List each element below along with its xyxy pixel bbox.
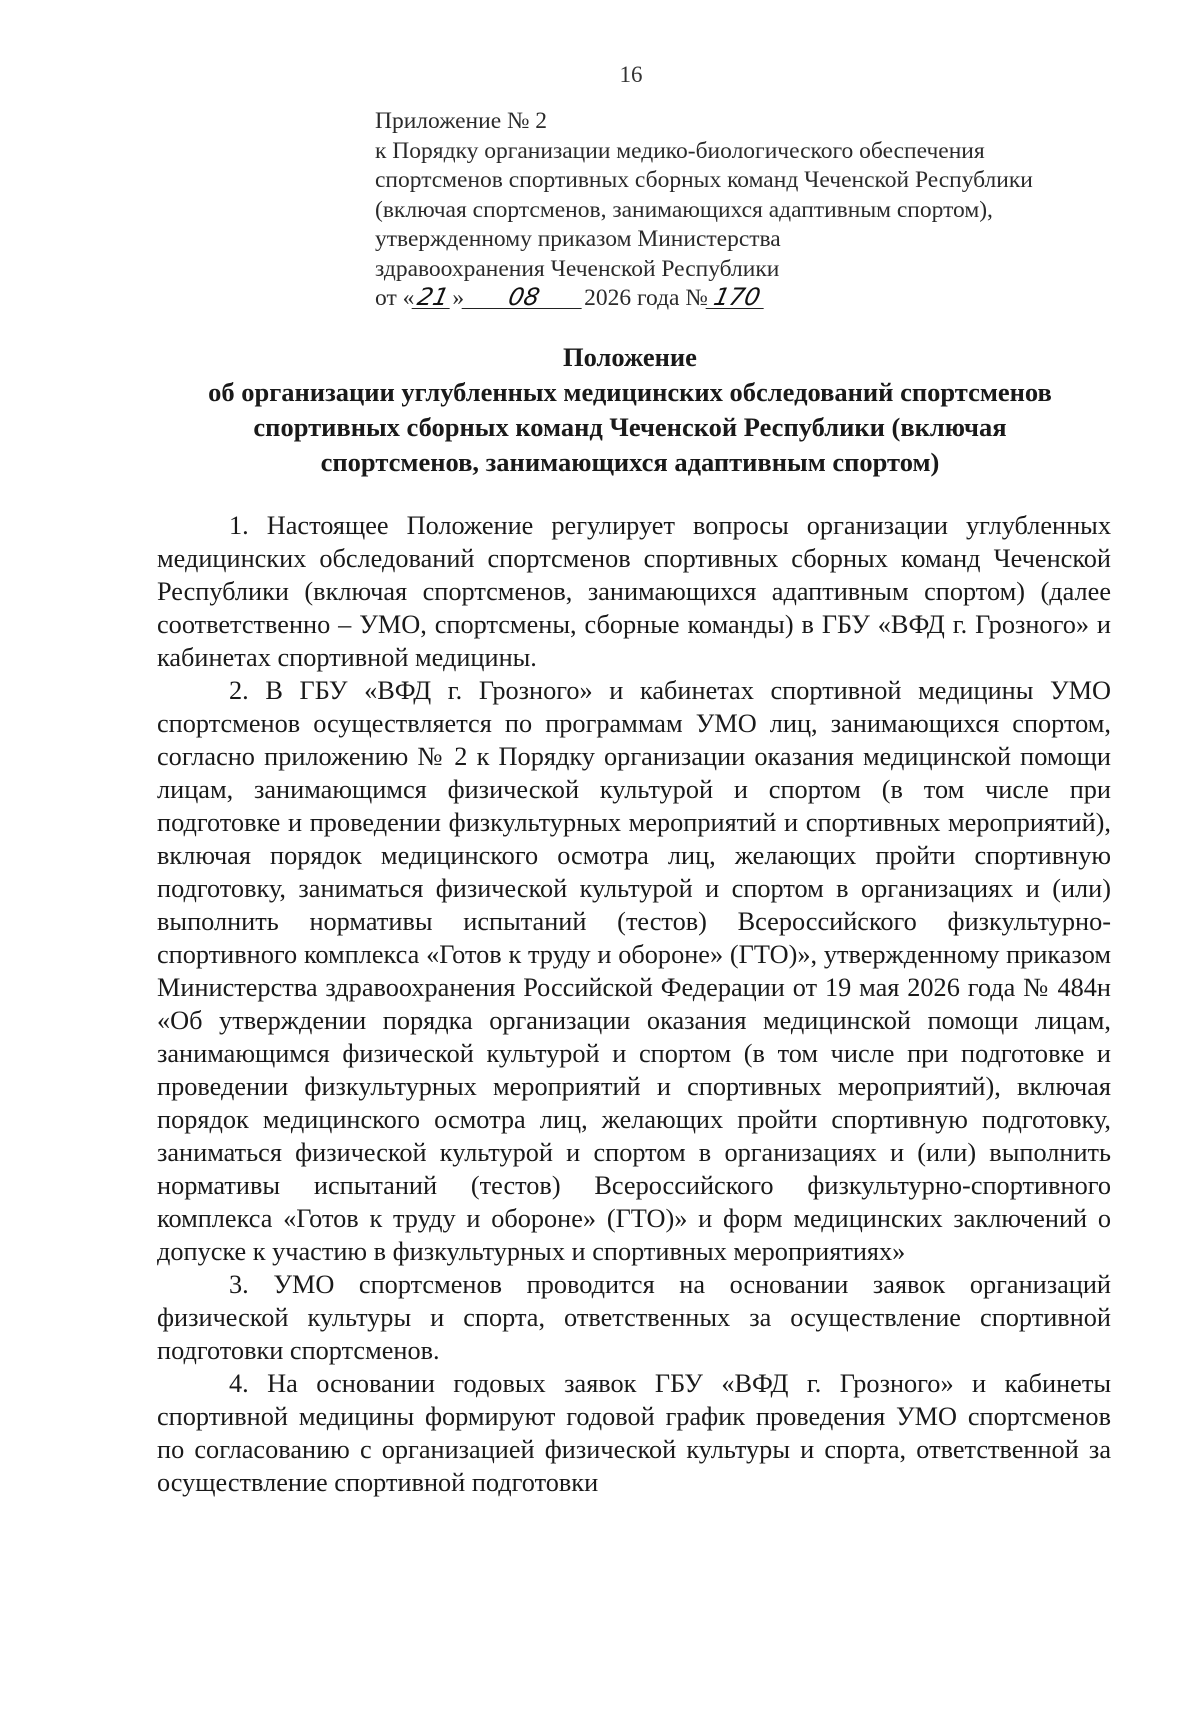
handwritten-order-number: 170 bbox=[705, 286, 768, 309]
heading-line: спортсменов, занимающихся адаптивным спортом) bbox=[320, 447, 940, 477]
document-heading bbox=[130, 340, 1130, 480]
page-number: 16 bbox=[619, 62, 643, 87]
heading-line: об организации углубленных медицинских обследований спортсменов bbox=[208, 377, 1052, 407]
appendix-line: здравоохранения Чеченской Республики bbox=[375, 255, 780, 282]
body-text bbox=[157, 509, 1111, 1499]
appendix-line: спортсменов спортивных сборных команд Чеченской Республики bbox=[375, 167, 1033, 193]
appendix-line: к Порядку организации медико-биологического обеспечения bbox=[375, 137, 985, 164]
paragraph-2: 2. В ГБУ «ВФД г. Грозного» и кабинетах спортивной медицины УМО спортсменов осуществляется по программам УМО лиц, занимающихся спортом, согласно приложению № 2 к Порядку организации оказания медицинской помощи лицам, занимающимся физической культурой и спортом (в том числе при подготовке и проведении физкультурных мероприятий и спортивных мероприятий), включая порядок медицинского осмотра лиц, желающих пройти спортивную подготовку, заниматься физической культурой и спортом в организациях и (или) выполнить нормативы испытаний (тестов) Всероссийского физкультурно-спортивного комплекса «Готов к труду и обороне» (ГТО)», утвержденному приказом Министерства здравоохранения Российской Федерации от 19 мая 2026 года № 484н «Об утверждении порядка организации оказания медицинской помощи лицам, занимающимся физической культурой и спортом (в том числе при подготовке и проведении физкультурных мероприятий и спортивных мероприятий), включая порядок медицинского осмотра лиц, желающих пройти спортивную подготовку, заниматься физической культурой и спортом в организациях и (или) выполнить нормативы испытаний (тестов) Всероссийского физкультурно-спортивного комплекса «Готов к труду и обороне» (ГТО)» и форм медицинских заключений о допуске к участию в физкультурных и спортивных мероприятиях» bbox=[157, 676, 1111, 1266]
date-mid: » bbox=[452, 285, 465, 311]
heading-line: спортивных сборных команд Чеченской Республики (включая bbox=[253, 412, 1007, 442]
appendix-date-line bbox=[375, 284, 1095, 314]
paragraph-3: 3. УМО спортсменов проводится на основании заявок организаций физической культуры и спорта, ответственных за осуществление спортивной подготовки спортсменов. bbox=[157, 1270, 1111, 1365]
heading-line: Положение bbox=[563, 342, 697, 372]
date-year: 2026 года № bbox=[584, 285, 708, 311]
handwritten-month: 08 bbox=[462, 286, 587, 309]
appendix-block bbox=[375, 107, 1095, 314]
appendix-line: Приложение № 2 bbox=[375, 108, 548, 134]
date-prefix: от « bbox=[375, 285, 415, 311]
paragraph-1: 1. Настоящее Положение регулирует вопросы организации углубленных медицинских обследований спортсменов спортивных сборных команд Чеченской Республики (включая спортсменов, занимающихся адаптивным спортом) (далее соответственно – УМО, спортсмены, сборные команды) в ГБУ «ВФД г. Грозного» и кабинетах спортивной медицины. bbox=[157, 511, 1111, 672]
paragraph-4: 4. На основании годовых заявок ГБУ «ВФД г. Грозного» и кабинеты спортивной медицины формируют годовой график проведения УМО спортсменов по согласованию с организацией физической культуры и спорта, ответственной за осуществление спортивной подготовки bbox=[157, 1369, 1111, 1497]
appendix-line: (включая спортсменов, занимающихся адаптивным спортом), bbox=[375, 196, 993, 223]
appendix-line: утвержденному приказом Министерства bbox=[375, 226, 781, 252]
handwritten-day: 21 bbox=[412, 286, 455, 309]
